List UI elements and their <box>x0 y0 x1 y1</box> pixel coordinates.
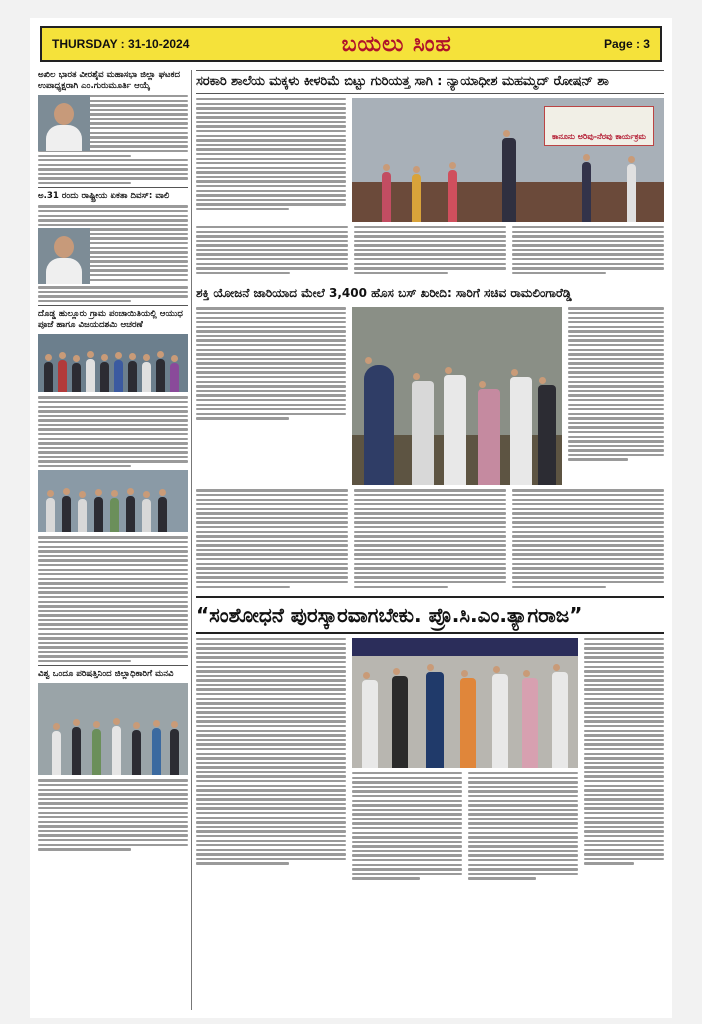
event-banner <box>544 106 654 146</box>
story-2-headline: ಶಕ್ತಿ ಯೋಜನೆ ಜಾರಿಯಾದ ಮೇಲೆ 3,400 ಹೊಸ ಬಸ್ ಖರೀದಿ: ಸಾರಿಗೆ ಸಚಿವ ರಾಮಲಿಂಗಾರೆಡ್ಡಿ <box>196 286 572 301</box>
brief-article-1 <box>38 70 188 184</box>
group-photo-1 <box>38 334 188 392</box>
brief-headline-2: ಅ.31 ರಂದು ರಾಷ್ಟ್ರೀಯ ಏಕತಾ ದಿವಸ್: ವಾಲಿ <box>38 191 170 202</box>
brief-article-3 <box>38 305 188 662</box>
story-2-photo <box>352 307 562 485</box>
article-body <box>196 307 346 419</box>
brief-headline-4: ವಿಶ್ವ ಒಂದೂ ಪರಿಷತ್ತಿನಿಂದ ಜಿಲ್ಲಾಧಿಕಾರಿಗೆ ಮನವಿ <box>38 669 174 680</box>
portrait-photo-1 <box>38 95 90 151</box>
article-body <box>38 779 188 850</box>
article-body <box>38 286 188 302</box>
story-3 <box>196 596 664 882</box>
story-2 <box>196 282 664 590</box>
story-2-intro <box>196 307 346 485</box>
article-body <box>584 638 664 865</box>
left-news-column <box>38 70 188 1010</box>
article-body <box>568 307 664 460</box>
main-news-column <box>196 70 664 1010</box>
story-3-headline: “ಸಂಶೋಧನೆ ಪುರಸ್ಕಾರವಾಗಬೇಕು. ಪ್ರೊ.ಸಿ.ಎಂ.ತ್ಯಾಗರಾಜ” <box>196 596 664 634</box>
story-3-intro <box>196 638 346 882</box>
story-3-photo <box>352 638 578 768</box>
masthead <box>40 26 662 62</box>
portrait-photo-2 <box>38 228 90 284</box>
event-banner-text: ಕಾನೂನು ಅರಿವು-ನೆರವು ಕಾರ್ಯಕ್ರಮ <box>551 132 647 141</box>
article-body <box>196 98 346 210</box>
story-1-photo <box>352 98 664 222</box>
article-body <box>38 536 188 662</box>
story-1-headline: ಸರಕಾರಿ ಶಾಲೆಯ ಮಕ್ಕಳು ಕೀಳರಿಮೆ ಬಿಟ್ಟು ಗುರಿಯತ್ತ ಸಾಗಿ : ನ್ಯಾಯಾಧೀಶ ಮಹಮ್ಮದ್ ರೋಷನ್ ಶಾ <box>196 70 664 94</box>
brief-headline-1: ಅಖಿಲ ಭಾರತ ವೀರಶೈವ ಮಹಾಸಭಾ ಜಿಲ್ಲಾ ಘಟಕದ ಉಪಾಧ್ಯಕ್ಷರಾಗಿ ಎಂ.ಗುರುಮೂರ್ತಿ ಆಯ್ಕೆ <box>38 70 181 91</box>
story-3-side <box>584 638 664 882</box>
memorandum-photo <box>38 683 188 775</box>
brief-article-2 <box>38 187 188 302</box>
newspaper-title: ಬಯಲು ಸಿಂಹ <box>341 31 452 57</box>
column-divider <box>191 70 192 1010</box>
article-body <box>38 396 188 467</box>
group-photo-2 <box>38 470 188 532</box>
brief-article-4 <box>38 665 188 850</box>
story-2-side <box>568 307 664 485</box>
article-body <box>38 205 188 226</box>
article-body <box>196 638 346 865</box>
story-1-intro <box>196 98 346 222</box>
page-number: Page : 3 <box>603 37 650 51</box>
newspaper-page <box>30 18 672 1018</box>
brief-headline-3: ದೊಡ್ಡ ಹುಲ್ಲೂರು ಗ್ರಾಮ ಪಂಚಾಯಿತಿಯಲ್ಲಿ ಆಯುಧ ಪೂಜೆ ಹಾಗೂ ವಿಜಯದಶಮಿ ಆಚರಣೆ <box>38 309 183 331</box>
story-1 <box>196 70 664 276</box>
story-3-center-body <box>352 772 578 882</box>
story-1-body <box>196 226 664 276</box>
article-body <box>38 159 188 184</box>
story-3-center <box>352 638 578 882</box>
story-2-body <box>196 489 664 590</box>
issue-date: THURSDAY : 31-10-2024 <box>52 37 190 51</box>
